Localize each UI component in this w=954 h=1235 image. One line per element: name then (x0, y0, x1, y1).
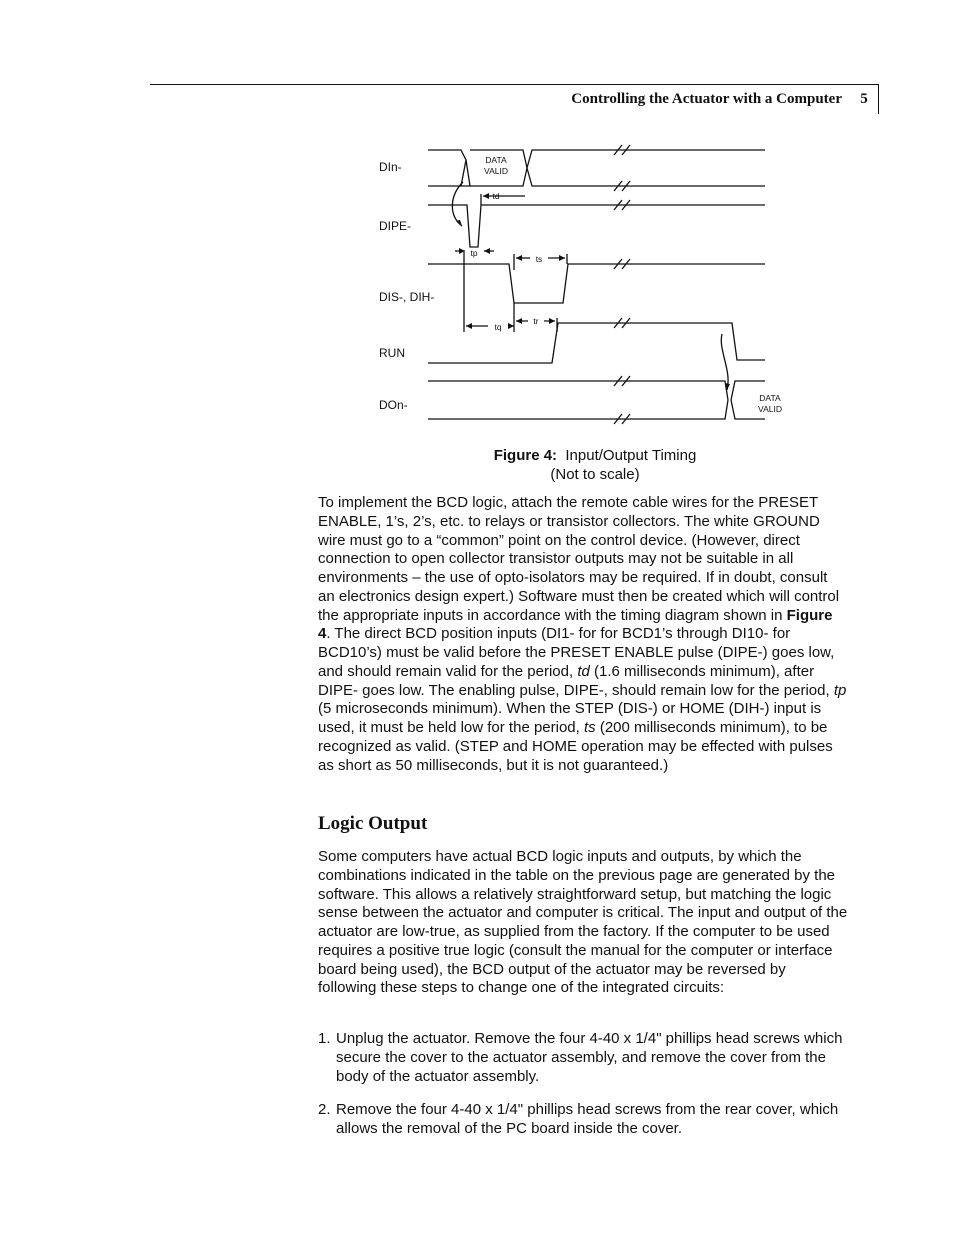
p1-tp: tp (833, 681, 847, 699)
din-bus-top (428, 150, 470, 186)
don-bus (428, 381, 728, 419)
data-valid-in-line1: DATA (485, 155, 507, 165)
p1-text-e: (200 milliseconds minimum), to be recognized as valid. (STEP and HOME operation may be effected with pulses as short as 50 milliseconds, but it is not guaranteed.) (318, 719, 833, 774)
figure-reference: Figure 4 (318, 606, 833, 643)
list-item-text: Unplug the actuator. Remove the four 4-40 x 1/4" phillips head screws which secure the cover to the actuator assembly, and remove the cover from the body of the actuator assembly. (336, 1030, 843, 1085)
tp-label: tp (470, 248, 478, 258)
tq-label: tq (494, 322, 502, 332)
tr-label: tr (533, 316, 539, 326)
signal-label-dipe: DIPE- (379, 219, 412, 233)
header-vertical-rule (878, 84, 879, 114)
caption-title: Input/Output Timing (565, 447, 697, 464)
timing-diagram (370, 136, 790, 436)
p1-td: td (577, 662, 590, 680)
list-item-number: 2. (318, 1101, 331, 1118)
dipe-waveform (428, 205, 765, 247)
td-label: td (492, 191, 500, 201)
running-head: Controlling the Actuator with a Computer (571, 91, 842, 107)
p1-text-c: (1.6 milliseconds minimum), after DIPE- goes low. The enabling pulse, DIPE-, should remain low for the period, (318, 662, 834, 699)
signal-label-dis-dih: DIS-, DIH- (379, 290, 435, 304)
header-rule (150, 84, 878, 85)
run-waveform (428, 323, 765, 363)
din-bus-right (527, 150, 765, 186)
section-heading-logic-output: Logic Output (318, 813, 428, 834)
data-valid-in-line2: VALID (484, 166, 508, 176)
signal-label-don: DOn- (379, 398, 408, 412)
signal-label-din: DIn- (379, 160, 402, 174)
paragraph-logic-output: Some computers have actual BCD logic inputs and outputs, by which the combinations indicated in the table on the previous page are generated by the software. This allows a relatively straightforward setup, but matching the logic sense between the actuator and computer is critical. The input and output of the actuator are low-true, as supplied from the factory. If the computer to be used requires a positive true logic (consult the manual for the computer or interface board being used), the BCD output of the actuator may be reversed by following these steps to change one of the integrated circuits: (318, 848, 848, 997)
signal-label-run: RUN (379, 346, 405, 360)
p1-text-b: . The direct BCD position inputs (DI1- for for BCD1’s through DI10- for BCD10’s) must be valid before the PRESET ENABLE pulse (DIPE-) goes low, and should remain valid for the period, (318, 625, 835, 680)
list-item-text: Remove the four 4-40 x 1/4" phillips head screws from the rear cover, which allows the removal of the PC board inside the cover. (336, 1101, 839, 1137)
data-valid-out-line2: VALID (758, 404, 782, 414)
list-item-number: 1. (318, 1030, 331, 1047)
figure-caption (440, 446, 750, 484)
p1-ts: ts (583, 719, 596, 736)
page-number: 5 (860, 91, 868, 107)
break-marks (614, 145, 630, 424)
caption-label: Figure 4: (493, 447, 558, 464)
paragraph-bcd-logic (318, 494, 848, 775)
din-dipe-curve (452, 182, 463, 226)
p1-text-d: (5 microseconds minimum). When the STEP (DIS-) or HOME (DIH-) input is used, it must be held low for the period, (318, 700, 822, 736)
p1-text-a: To implement the BCD logic, attach the remote cable wires for the PRESET ENABLE, 1’s, 2’s, etc. to relays or transistor collectors. The white GROUND wire must go to a “common” point on the control device. (However, direct connection to open collector transistor outputs may not be suitable in all environments – the use of opto-isolators may be required. If in doubt, consult an electronics design expert.) Software must then be created which will control the appropriate inputs in accordance with the timing diagram shown in (318, 494, 840, 624)
data-valid-out-line1: DATA (759, 393, 781, 403)
ts-label: ts (535, 254, 543, 264)
dis-waveform (428, 264, 765, 303)
arrow-heads (456, 193, 730, 390)
din-bus-mid (461, 160, 466, 186)
caption-note: (Not to scale) (550, 466, 640, 483)
